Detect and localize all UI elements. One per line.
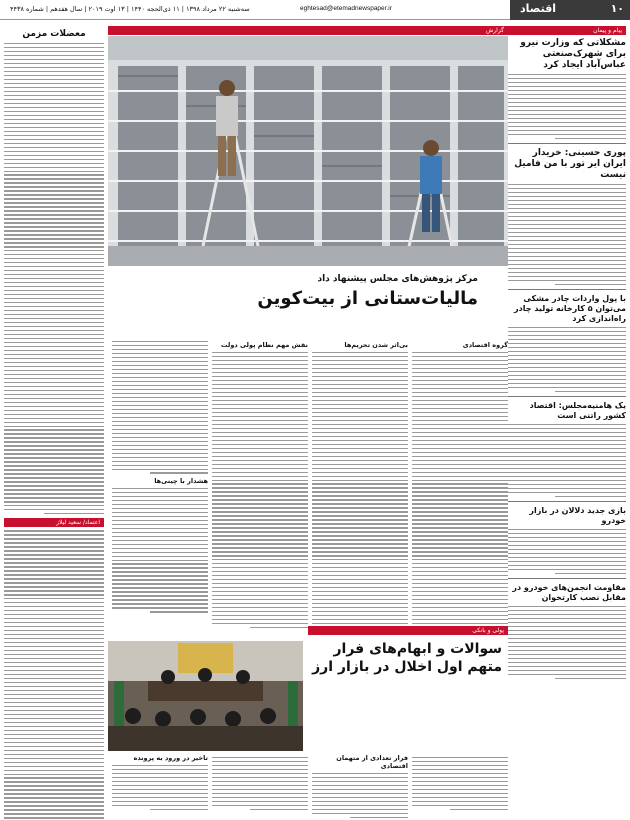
body-column xyxy=(112,338,208,628)
item-body xyxy=(508,184,626,285)
column-title: معضلات مزمن xyxy=(22,29,86,39)
subhead: گروه اقتصادی xyxy=(462,341,508,349)
item-title: یک هامنیه‌مجلس: اقتصاد کشور راتنی است xyxy=(529,401,626,420)
main-area xyxy=(108,26,508,816)
subhead: تاخیر در ورود به پرونده xyxy=(133,754,208,762)
courtroom-photo xyxy=(108,641,303,751)
divider xyxy=(508,501,626,502)
item-body xyxy=(508,327,626,392)
left-column xyxy=(4,26,104,816)
section-name: اقتصاد xyxy=(520,2,557,15)
lead-headline[interactable]: مالیات‌ستانی از بیت‌کوین xyxy=(257,288,478,309)
subhead: فرار تعدادی از متهمان اقتصادی xyxy=(336,754,408,770)
subhead: هشدار با چینی‌ها xyxy=(154,476,208,485)
item-title: مقاومت انجمن‌های خودرو در مقابل نصب کارتخوان xyxy=(512,583,626,603)
header-email[interactable]: eghtesad@etemadnewspaper.ir xyxy=(300,5,392,12)
item-body xyxy=(508,606,626,679)
item-title: مشکلاتی که وزارت نیرو برای شهرک‌صنعتی عباس‌آباد ایجاد کرد xyxy=(520,38,626,70)
lead-kicker-bar: گزارش xyxy=(108,26,508,35)
item-body xyxy=(508,424,626,497)
page-number: ۱۰ xyxy=(610,2,624,15)
lead-story-body xyxy=(108,338,508,628)
second-kicker: پولی و بانکی xyxy=(308,626,508,635)
subhead: بی‌اثر شدن تحریم‌ها xyxy=(344,341,408,349)
subhead: نقش مهم نظام پولی دولت xyxy=(221,341,308,349)
body-column xyxy=(112,754,208,816)
section-tab xyxy=(510,0,630,20)
item-title: پوری حسینی: خریدار ایران ‌ایر تور با من فامیل نیست xyxy=(514,148,626,181)
item-title: با پول واردات چادر مشکی می‌توان ۵ کارخانه تولید چادر راه‌اندازی کرد xyxy=(514,293,626,323)
body-column xyxy=(212,338,308,628)
second-headline[interactable]: سوالات و ابهام‌های فرار متهم اول اخلال در بازار ارز xyxy=(312,641,502,675)
right-column xyxy=(508,26,626,816)
column-body-2 xyxy=(4,530,104,820)
divider xyxy=(508,143,626,144)
header-date: سه‌شنبه ۲۲ مرداد ۱۳۹۸ | ۱۱ ذی‌الحجه ۱۴۴۰ | ۱۳ اوت ۲۰۱۹ | سال هفدهم | شماره ۴۴۳۸ xyxy=(10,5,250,13)
divider xyxy=(508,578,626,579)
page-header xyxy=(0,0,630,20)
right-kicker: پیام و پیمان xyxy=(508,26,626,35)
divider xyxy=(508,396,626,397)
second-story-body xyxy=(108,754,508,816)
column-body xyxy=(4,43,104,514)
body-column xyxy=(212,754,308,816)
item-body xyxy=(508,529,626,574)
body-column xyxy=(312,754,408,816)
crypto-mining-farm-photo xyxy=(108,36,508,266)
divider xyxy=(508,289,626,290)
body-column xyxy=(312,338,408,628)
left-kicker: اعتماد/ سعید لیلاز xyxy=(4,518,104,527)
lead-headline-area xyxy=(108,274,508,344)
item-title: بازی جدید دلالان در بازار خودرو xyxy=(529,506,626,526)
lead-kicker: مرکز پژوهش‌های مجلس پیشنهاد داد xyxy=(317,274,478,284)
body-column xyxy=(412,754,508,816)
body-column xyxy=(412,338,508,628)
item-body xyxy=(508,74,626,139)
